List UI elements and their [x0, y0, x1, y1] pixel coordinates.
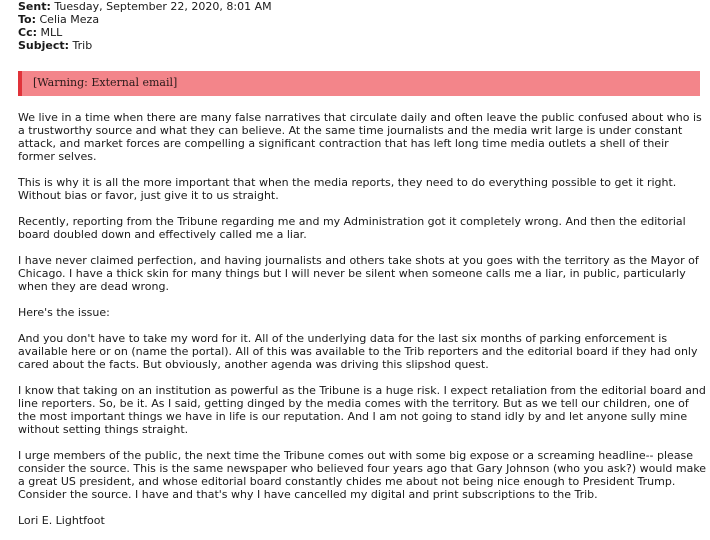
body-paragraph: We live in a time when there are many false narratives that circulate daily and often leave the public confused about who is a trustworthy source and what they can believe. At the same time journalists and the media writ large is under constant attack, and market forces are compelling a significant contraction that has left long time media outlets a shell of their former selves.	[18, 111, 702, 163]
subject-row	[18, 39, 272, 52]
subject-value: Trib	[72, 39, 93, 52]
body-paragraph: Here's the issue:	[18, 306, 110, 319]
signature: Lori E. Lightfoot	[18, 514, 105, 527]
body-paragraph: I urge members of the public, the next time the Tribune comes out with some big expose or a screaming headline-- please consider the source. This is the same newspaper who believed four years ago that Gary Johnson (who you ask?) would make a great US president, and whose editorial board constantly chides me about not being nice enough to President Trump. Consider the source. I have and that's why I have cancelled my digital and print subscriptions to the Trib.	[18, 449, 707, 501]
body-paragraph: And you don't have to take my word for it. All of the underlying data for the last six months of parking enforcement is available here or on (name the portal). All of this was available to the Trib reporters and the editorial board if they had only cared about the facts. But obviously, another agenda was driving this slipshod quest.	[18, 332, 698, 371]
email-body	[18, 111, 708, 540]
subject-label: Subject:	[18, 39, 70, 52]
external-email-warning-banner	[18, 71, 700, 96]
body-paragraph: This is why it is all the more important that when the media reports, they need to do everything possible to get it right. Without bias or favor, just give it to us straight.	[18, 176, 677, 202]
to-label: To:	[18, 13, 36, 26]
body-paragraph: Recently, reporting from the Tribune regarding me and my Administration got it completely wrong. And then the editorial board doubled down and effectively called me a liar.	[18, 215, 686, 241]
sent-value: Tuesday, September 22, 2020, 8:01 AM	[54, 0, 272, 13]
sent-label: Sent:	[18, 0, 51, 13]
sent-row	[18, 0, 272, 13]
body-paragraph: I have never claimed perfection, and having journalists and others take shots at you goes with the territory as the Mayor of Chicago. I have a thick skin for many things but I will never be silent when someone calls me a liar, in public, particularly when they are dead wrong.	[18, 254, 699, 293]
email-headers	[18, 0, 272, 52]
cc-label: Cc:	[18, 26, 37, 39]
to-value: Celia Meza	[39, 13, 100, 26]
cc-value: MLL	[40, 26, 63, 39]
warning-text: [Warning: External email]	[33, 76, 178, 89]
to-row	[18, 13, 272, 26]
body-paragraph: I know that taking on an institution as powerful as the Tribune is a huge risk. I expect retaliation from the editorial board and line reporters. So, be it. As I said, getting dinged by the media comes with the territory. But as we tell our children, one of the most important things we have in life is our reputation. And I am not going to stand idly by and let anyone sully mine without setting things straight.	[18, 384, 706, 436]
cc-row	[18, 26, 272, 39]
